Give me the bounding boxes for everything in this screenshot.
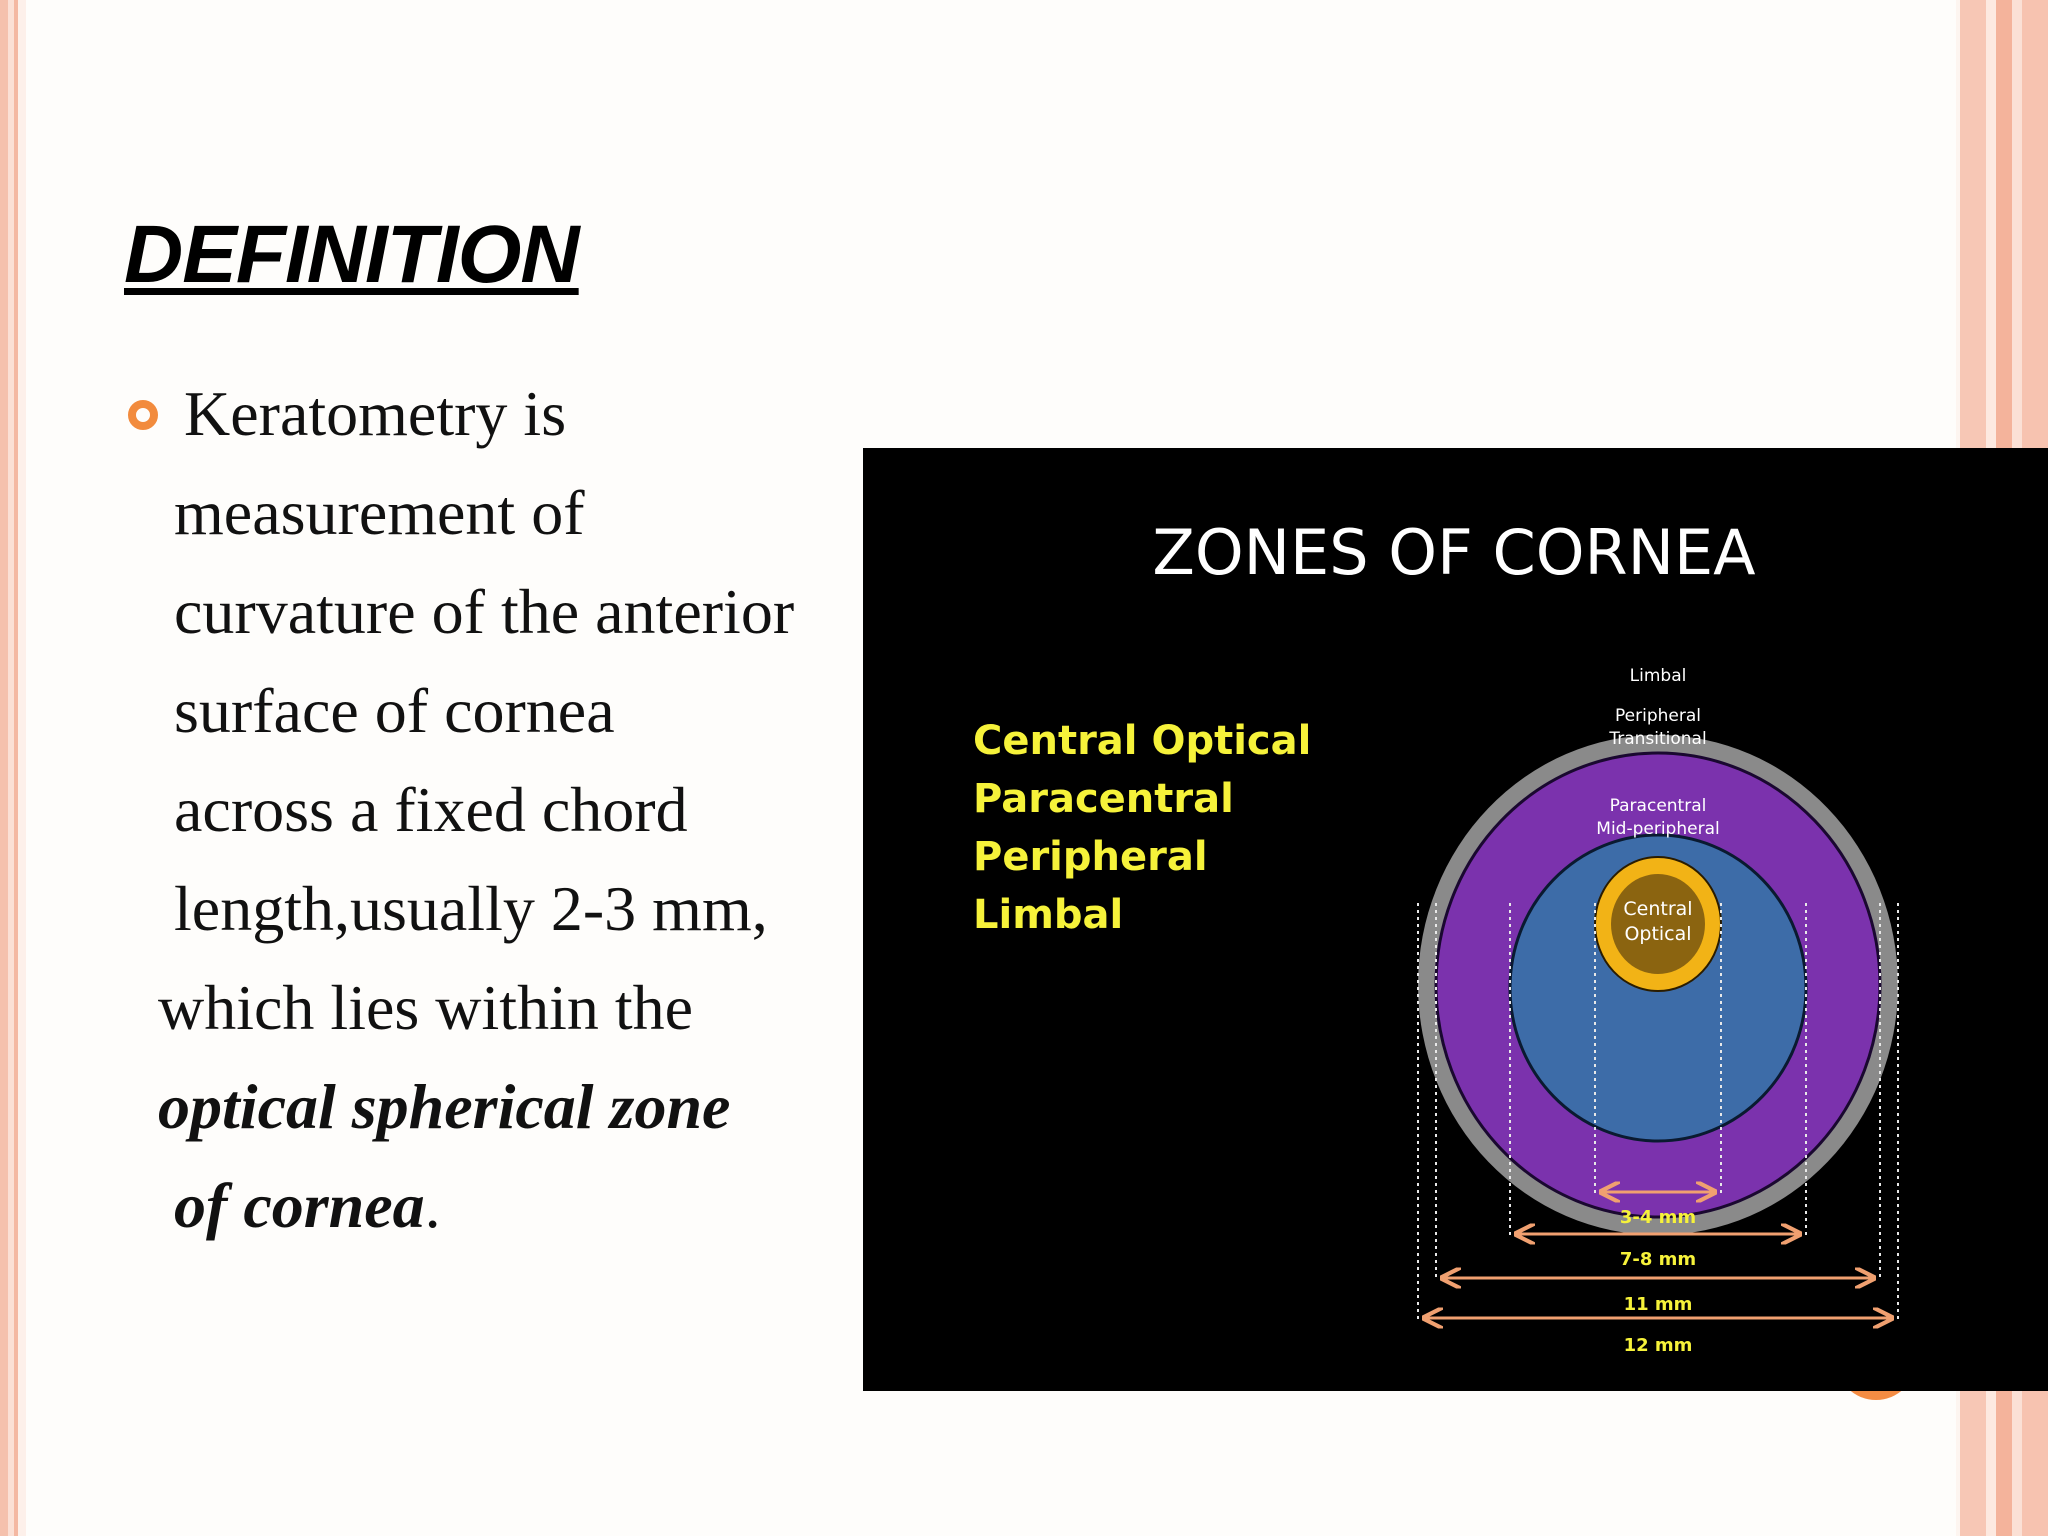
definition-line-2: measurement of — [174, 477, 585, 548]
measure-11mm: 11 mm — [1623, 1294, 1693, 1315]
label-optical: Optical — [1624, 923, 1692, 945]
legend-limbal: Limbal — [973, 892, 1124, 938]
label-central: Central — [1623, 898, 1693, 920]
label-peripheral: Peripheral — [1615, 706, 1701, 726]
diagram-title: ZONES OF CORNEA — [1152, 516, 1756, 589]
definition-line-9 — [174, 1156, 441, 1256]
definition-line-1: Keratometry is — [184, 378, 567, 449]
definition-line-9-emphasis: of cornea — [174, 1170, 425, 1241]
label-transitional: Transitional — [1609, 729, 1707, 749]
label-limbal: Limbal — [1629, 666, 1687, 686]
measure-7-8mm: 7-8 mm — [1619, 1249, 1697, 1270]
legend-central-optical: Central Optical — [973, 718, 1312, 764]
definition-line-4: surface of cornea — [174, 675, 615, 746]
left-border-decoration — [0, 0, 26, 1536]
measure-3-4mm: 3-4 mm — [1619, 1207, 1697, 1228]
definition-line-7: which lies within the — [158, 972, 694, 1043]
definition-line-3: curvature of the anterior — [174, 576, 795, 647]
legend-paracentral: Paracentral — [973, 776, 1234, 822]
label-paracentral: Paracentral — [1609, 796, 1707, 816]
definition-line-6: length,usually 2-3 mm, — [174, 873, 768, 944]
measure-12mm: 12 mm — [1623, 1335, 1693, 1356]
label-mid-peripheral: Mid-peripheral — [1596, 819, 1720, 839]
definition-line-5: across a fixed chord — [174, 774, 688, 845]
definition-period: . — [424, 1170, 441, 1241]
legend-peripheral: Peripheral — [973, 834, 1208, 880]
bullet-ring-icon — [128, 400, 158, 430]
definition-line-8-emphasis: optical spherical zone — [158, 1071, 731, 1142]
slide-heading: DEFINITION — [124, 209, 579, 300]
cornea-zones-diagram — [863, 448, 2048, 1391]
